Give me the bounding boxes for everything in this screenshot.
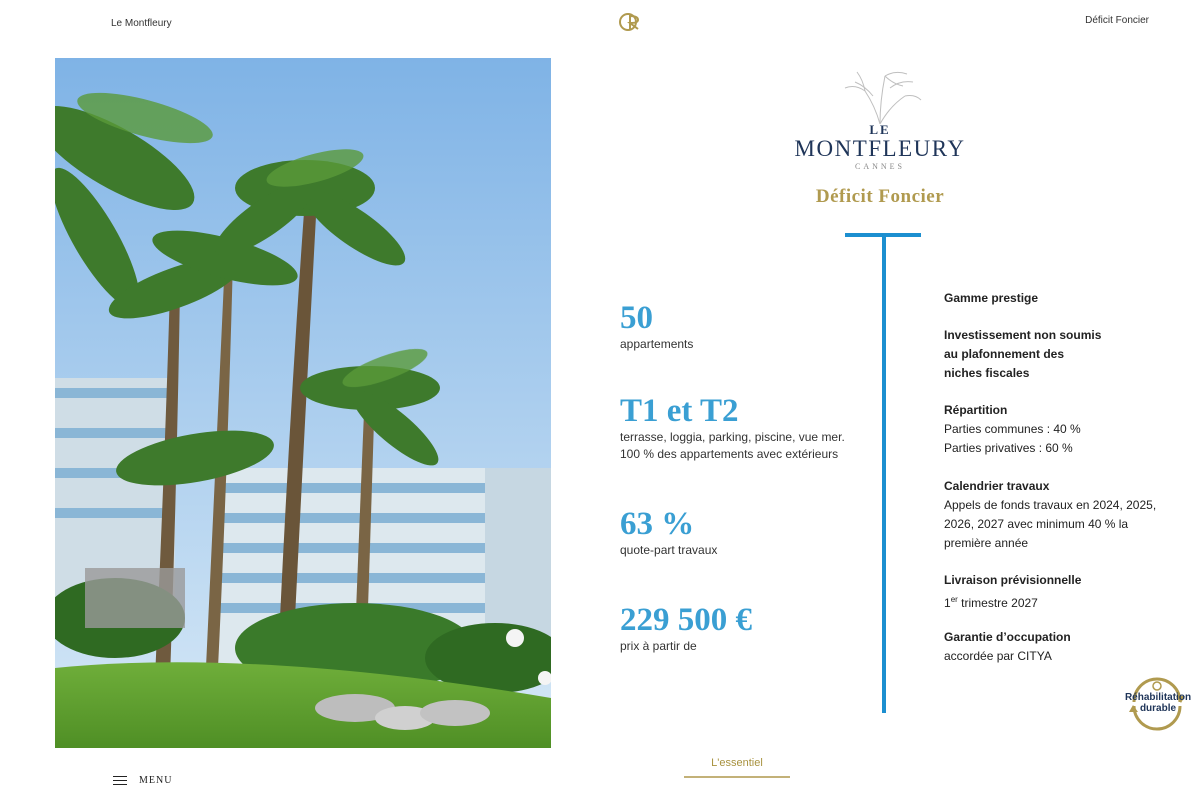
detail-repartition: Répartition Parties communes : 40 % Parties privatives : 60 %	[944, 403, 1081, 455]
brand-city: CANNES	[854, 162, 905, 171]
hamburger-icon	[113, 776, 127, 786]
badge-label: Réhabilitation durable	[1124, 692, 1192, 714]
menu-label: MENU	[139, 775, 173, 786]
stat-label: terrasse, loggia, parking, piscine, vue mer.	[620, 430, 845, 444]
tab-essentiel[interactable]: L'essentiel	[711, 757, 763, 769]
stat-works-share	[620, 506, 717, 559]
menu-button[interactable]	[113, 775, 172, 786]
stat-label: appartements	[620, 337, 694, 351]
detail-guarantee: Garantie d’occupation accordée par CITYA	[944, 630, 1071, 663]
stat-types	[620, 393, 845, 463]
palm-logo-icon	[835, 66, 925, 126]
tab-underline	[684, 776, 790, 778]
detail-calendar: Calendrier travaux Appels de fonds travaux en 2024, 2025, 2026, 2027 avec minimum 40 % la première année	[944, 479, 1157, 550]
brand-block	[780, 66, 980, 208]
stat-label: quote-part travaux	[620, 543, 718, 557]
detail-gamme: Gamme prestige	[944, 291, 1039, 305]
stat-value: 229 500 €	[620, 602, 752, 638]
header-right-title: Déficit Foncier	[1085, 15, 1149, 26]
stat-label: prix à partir de	[620, 639, 697, 653]
stat-value: 63 %	[620, 506, 695, 542]
stat-price	[620, 602, 752, 655]
cr-monogram-icon	[617, 11, 643, 33]
stat-label: 100 % des appartements avec extérieurs	[620, 447, 839, 461]
brand-le: LE	[869, 122, 891, 137]
detail-delivery: Livraison prévisionnelle 1er trimestre 2027	[944, 573, 1082, 610]
brand-subtitle: Déficit Foncier	[815, 186, 945, 207]
t-divider-stem	[882, 233, 886, 713]
header-left-title: Le Montfleury	[111, 18, 172, 29]
stat-value: 50	[620, 300, 653, 336]
detail-investment: Investissement non soumis au plafonnement des niches fiscales	[944, 328, 1102, 380]
stat-value: T1 et T2	[620, 393, 739, 429]
brand-name: MONTFLEURY	[794, 136, 966, 161]
palm-trees-photo	[55, 58, 551, 748]
stat-apartments	[620, 300, 693, 353]
